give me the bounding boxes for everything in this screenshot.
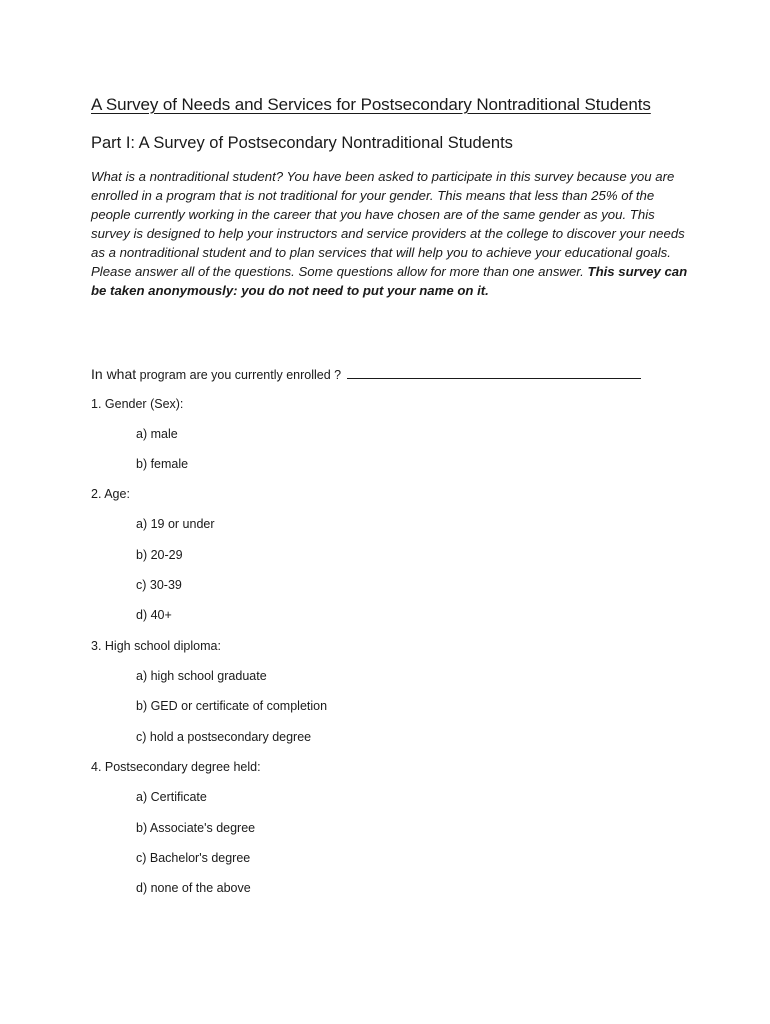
question-4-option-a[interactable]: a) Certificate — [136, 790, 207, 804]
question-2-option-c[interactable]: c) 30-39 — [136, 578, 182, 592]
question-4-option-d[interactable]: d) none of the above — [136, 881, 251, 895]
program-label: program are you currently enrolled ? — [136, 368, 342, 382]
intro-paragraph — [91, 167, 691, 300]
document-title: A Survey of Needs and Services for Postsecondary Nontraditional Students — [91, 95, 651, 114]
question-2-label: 2. Age: — [91, 487, 130, 501]
question-2-option-b[interactable]: b) 20-29 — [136, 548, 183, 562]
question-3-option-c[interactable]: c) hold a postsecondary degree — [136, 730, 312, 744]
question-1-option-a[interactable]: a) male — [136, 427, 178, 441]
question-1-label: 1. Gender (Sex): — [91, 397, 184, 411]
question-2-option-a[interactable]: a) 19 or under — [136, 517, 215, 531]
question-3-option-b[interactable]: b) GED or certificate of completion — [136, 699, 328, 713]
intro-bold-text: This survey can be taken anonymously: you do not need to put your name on it. — [91, 264, 688, 298]
question-1-option-b[interactable]: b) female — [136, 457, 189, 471]
question-4-option-c[interactable]: c) Bachelor's degree — [136, 851, 251, 865]
question-3-label: 3. High school diploma: — [91, 639, 221, 653]
question-4-label: 4. Postsecondary degree held: — [91, 760, 261, 774]
question-2-option-d[interactable]: d) 40+ — [136, 608, 172, 622]
part-heading: Part I: A Survey of Postsecondary Nontraditional Students — [91, 134, 513, 152]
program-prefix: In what — [91, 366, 137, 382]
question-3-option-a[interactable]: a) high school graduate — [136, 669, 267, 683]
program-question — [91, 365, 641, 382]
program-answer-line[interactable] — [347, 365, 641, 379]
question-4-option-b[interactable]: b) Associate's degree — [136, 821, 256, 835]
intro-text: What is a nontraditional student? You have been asked to participate in this survey because you are enrolled in a program that is not traditional for your gender. This means that less than 25% of the people currently working in the career that you have chosen are of the same gender as you. This survey is designed to help your instructors and service providers at the college to discover your needs as a nontraditional student and to plan services that will help you to achieve your educational goals. Please answer all of the questions. Some questions allow for more than one answer. — [91, 169, 685, 279]
